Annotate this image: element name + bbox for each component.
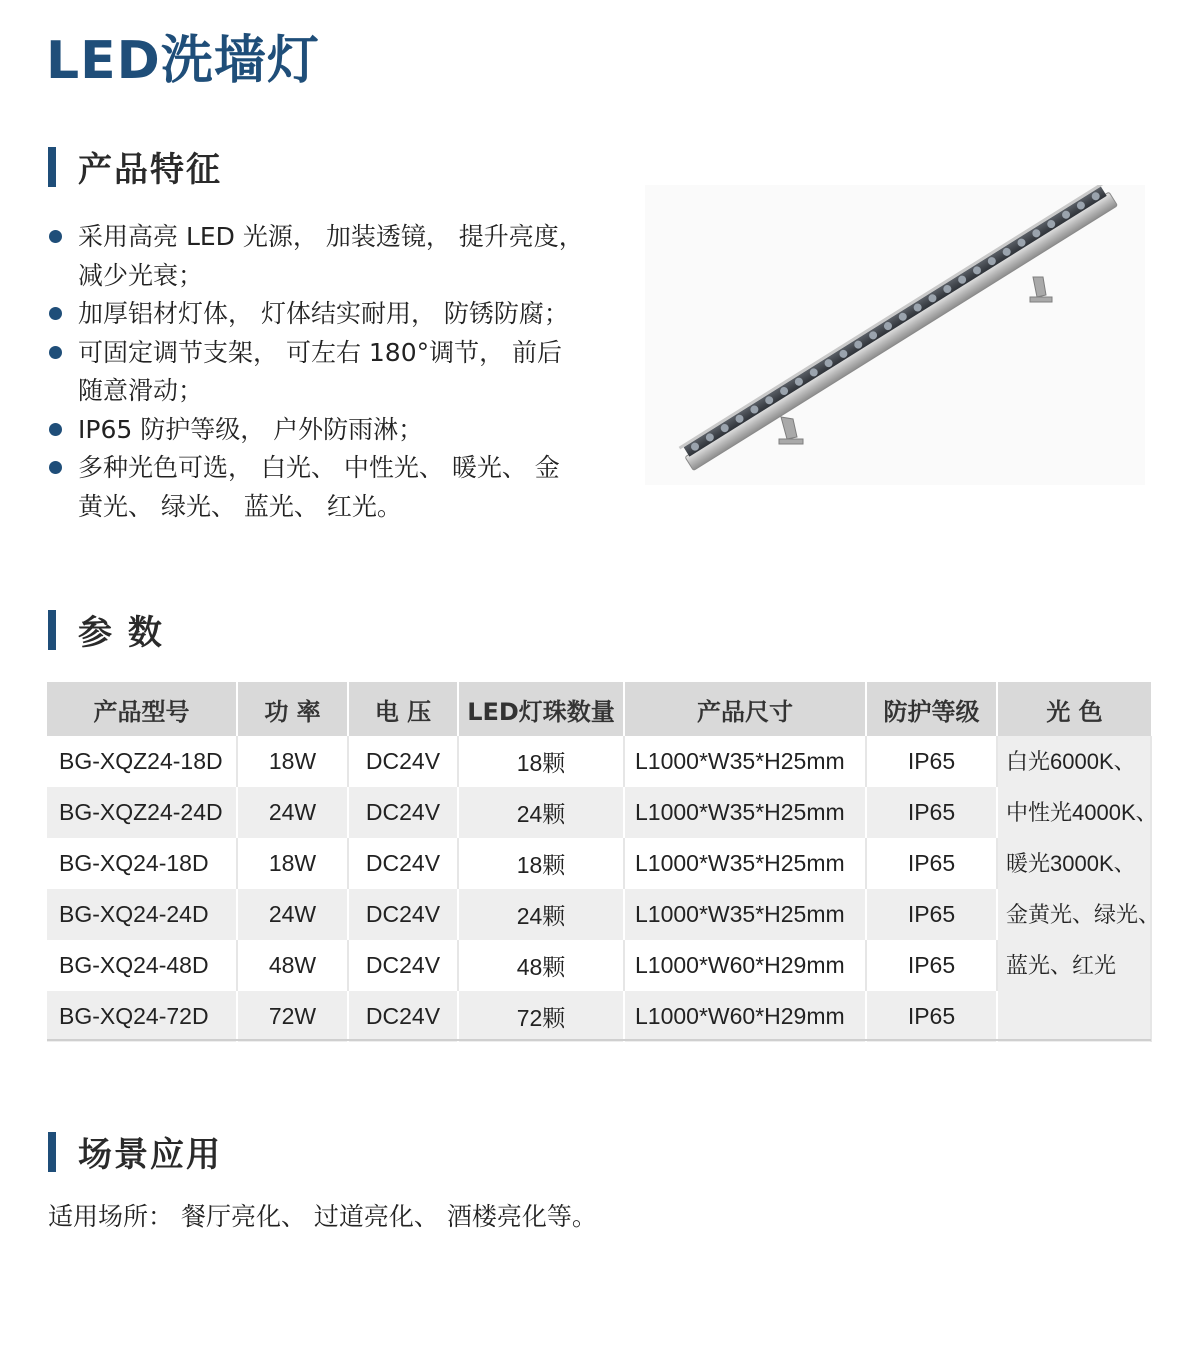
ip-rating-cell: IP65	[866, 736, 997, 787]
ip-rating-cell: IP65	[866, 787, 997, 838]
model-cell: BG-XQ24-18D	[47, 838, 237, 889]
feature-item	[48, 334, 633, 411]
power-cell: 18W	[237, 838, 348, 889]
voltage-cell: DC24V	[348, 838, 458, 889]
power-cell: 18W	[237, 736, 348, 787]
feature-line: 减少光衰；	[78, 260, 204, 290]
feature-line: 多种光色可选， 白光、 中性光、 暖光、 金	[78, 453, 560, 482]
voltage-cell: DC24V	[348, 889, 458, 940]
column-header: 功 率	[237, 682, 348, 736]
bullet-icon	[49, 230, 62, 243]
table-row	[47, 889, 1151, 940]
column-header: LED灯珠数量	[458, 682, 624, 736]
table-row	[47, 991, 1151, 1042]
feature-item	[48, 411, 633, 450]
voltage-cell: DC24V	[348, 787, 458, 838]
column-header: 电 压	[348, 682, 458, 736]
scenes-heading-text: 场景应用	[78, 1135, 222, 1175]
size-cell: L1000*W60*H29mm	[624, 940, 866, 991]
bullet-icon	[49, 307, 62, 320]
light-color-line: 暖光3000K、	[1006, 851, 1136, 876]
model-cell: BG-XQZ24-24D	[47, 787, 237, 838]
features-heading	[48, 142, 222, 191]
heading-accent-bar	[48, 1132, 56, 1172]
led-count-cell: 18颗	[458, 736, 624, 787]
led-count-cell: 18颗	[458, 838, 624, 889]
led-count-cell: 24颗	[458, 889, 624, 940]
power-cell: 24W	[237, 787, 348, 838]
light-color-line: 金黄光、绿光、	[1006, 902, 1161, 927]
bullet-icon	[49, 423, 62, 436]
feature-line: 加厚铝材灯体， 灯体结实耐用， 防锈防腐；	[78, 299, 569, 328]
size-cell: L1000*W35*H25mm	[624, 889, 866, 940]
scenes-heading	[48, 1127, 222, 1176]
voltage-cell: DC24V	[348, 991, 458, 1042]
params-heading-text: 参 数	[78, 613, 164, 653]
params-heading	[48, 605, 164, 654]
spec-table	[47, 682, 1161, 1042]
size-cell: L1000*W35*H25mm	[624, 736, 866, 787]
light-color-line: 白光6000K、	[1006, 749, 1136, 774]
feature-item	[48, 295, 633, 334]
ip-rating-cell: IP65	[866, 991, 997, 1042]
led-count-cell: 72颗	[458, 991, 624, 1042]
table-row	[47, 736, 1151, 787]
model-cell: BG-XQ24-72D	[47, 991, 237, 1042]
ip-rating-cell: IP65	[866, 838, 997, 889]
scene-description: 适用场所： 餐厅亮化、 过道亮化、 酒楼亮化等。	[48, 1202, 597, 1231]
features-heading-text: 产品特征	[78, 150, 222, 190]
page-title: LED洗墙灯	[46, 31, 320, 91]
led-count-cell: 24颗	[458, 787, 624, 838]
heading-accent-bar	[48, 147, 56, 187]
voltage-cell: DC24V	[348, 736, 458, 787]
feature-line: 采用高亮 LED 光源， 加装透镜， 提升亮度，	[78, 222, 584, 251]
feature-list	[48, 218, 633, 526]
column-header: 产品尺寸	[624, 682, 866, 736]
led-wall-washer-image	[645, 185, 1145, 485]
feature-item	[48, 449, 633, 526]
table-header-row	[47, 682, 1151, 736]
light-color-line: 中性光4000K、	[1006, 800, 1158, 825]
model-cell: BG-XQ24-24D	[47, 889, 237, 940]
table-row	[47, 787, 1151, 838]
power-cell: 24W	[237, 889, 348, 940]
column-header: 防护等级	[866, 682, 997, 736]
feature-line: IP65 防护等级， 户外防雨淋；	[78, 414, 424, 444]
size-cell: L1000*W35*H25mm	[624, 838, 866, 889]
bullet-icon	[49, 346, 62, 359]
led-count-cell: 48颗	[458, 940, 624, 991]
light-color-cell	[997, 736, 1161, 1042]
table-row	[47, 940, 1151, 991]
ip-rating-cell: IP65	[866, 889, 997, 940]
size-cell: L1000*W60*H29mm	[624, 991, 866, 1042]
power-cell: 48W	[237, 940, 348, 991]
column-header: 产品型号	[47, 682, 237, 736]
size-cell: L1000*W35*H25mm	[624, 787, 866, 838]
heading-accent-bar	[48, 610, 56, 650]
light-color-line: 蓝光、红光	[1006, 953, 1117, 978]
model-cell: BG-XQ24-48D	[47, 940, 237, 991]
power-cell: 72W	[237, 991, 348, 1042]
model-cell: BG-XQZ24-18D	[47, 736, 237, 787]
feature-item	[48, 218, 633, 295]
column-header: 光 色	[997, 682, 1151, 736]
table-row	[47, 838, 1151, 889]
table-bottom-border	[47, 1039, 1151, 1041]
bullet-icon	[49, 461, 62, 474]
feature-line: 可固定调节支架， 可左右 180°调节， 前后	[78, 337, 563, 367]
voltage-cell: DC24V	[348, 940, 458, 991]
ip-rating-cell: IP65	[866, 940, 997, 991]
feature-line: 随意滑动；	[78, 376, 204, 405]
feature-line: 黄光、 绿光、 蓝光、 红光。	[78, 491, 402, 521]
